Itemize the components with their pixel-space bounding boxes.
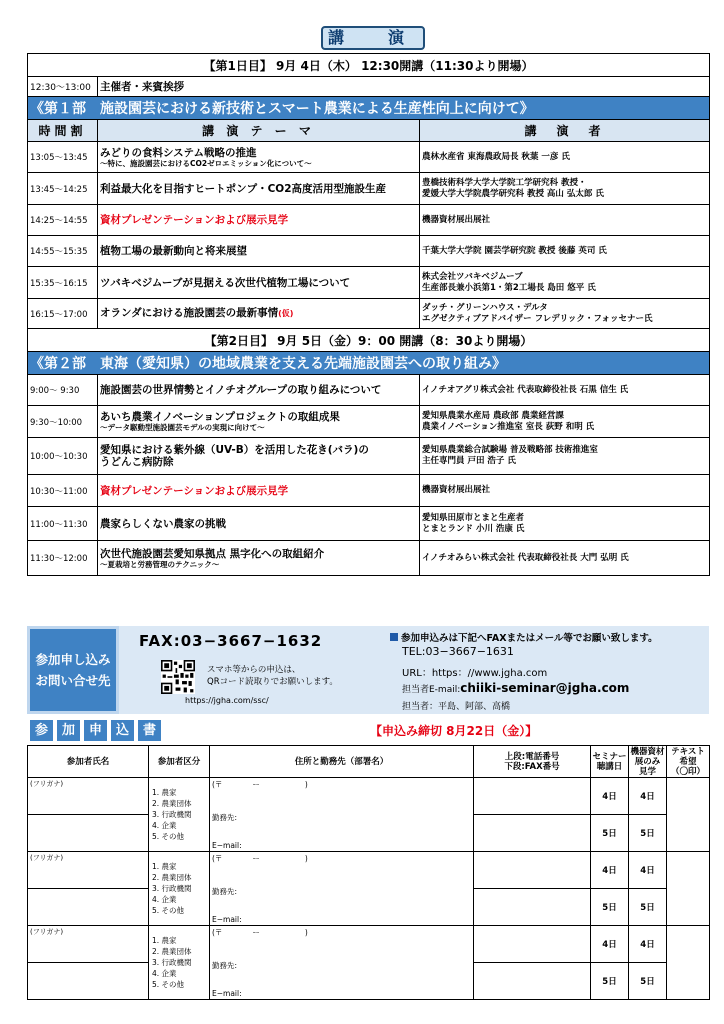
col-exhibit-line2: 展のみ <box>634 756 661 767</box>
session-speaker-line2: 愛媛大学大学院農学研究科 教授 高山 弘太郎 氏 <box>422 188 604 199</box>
address-field[interactable] <box>210 926 474 1000</box>
col-address-header: 住所と勤務先（部署名） <box>210 746 474 778</box>
session-speaker-line2: 主任専門員 戸田 浩子 氏 <box>422 456 516 466</box>
category-option: 3. 行政機関 <box>152 958 192 967</box>
session-speaker: 農林水産省 東海農政局長 秋葉 一彦 氏 <box>420 142 710 173</box>
session-time: 10:30〜11:00 <box>28 475 98 507</box>
category-options[interactable] <box>149 926 210 1000</box>
title-char: 込 <box>111 720 134 741</box>
title-char: 参 <box>30 720 53 741</box>
email-label: 担当者E-mail: <box>402 685 461 695</box>
session-theme: オランダにおける施設園芸の最新事情 <box>100 307 279 319</box>
session-time: 9:30〜10:00 <box>28 406 98 438</box>
category-option: 4. 企業 <box>152 895 177 904</box>
session-speaker: 千葉大学大学院 園芸学研究院 教授 後藤 英司 氏 <box>420 236 710 267</box>
email-line <box>402 681 629 695</box>
day2-header: 【第2日目】 9月 5日（金）9：00 開講（8：30より開場） <box>28 329 710 352</box>
text-request-field[interactable] <box>667 778 710 852</box>
address-field[interactable] <box>210 852 474 926</box>
contact-label-inquiry: お問い合せ先 <box>35 673 111 688</box>
session-theme: 資材プレゼンテーションおよび展示見学 <box>100 214 289 226</box>
session-tentative-tag: (仮) <box>278 309 294 318</box>
col-seminar-header <box>591 746 629 778</box>
session-time: 11:00〜11:30 <box>28 507 98 541</box>
exhibit-day4[interactable]: 4日 <box>629 926 667 963</box>
email-label: E−mail: <box>212 915 242 924</box>
greeting-time: 12:30〜13:00 <box>28 77 98 97</box>
workplace-label: 勤務先: <box>212 887 238 896</box>
col-text-header <box>667 746 710 778</box>
col-exhibit-line3: 見学 <box>638 766 656 777</box>
category-option: 3. 行政機関 <box>152 884 192 893</box>
category-option: 2. 農業団体 <box>152 873 192 882</box>
name-field[interactable] <box>28 889 149 926</box>
smartphone-note-line2: QRコード読取りでお願いします。 <box>207 677 338 687</box>
seminar-day4[interactable]: 4日 <box>591 778 629 815</box>
title-char: 書 <box>138 720 161 741</box>
col-phone-header <box>474 746 591 778</box>
day1-header: 【第1日目】 9月 4日（木） 12:30開講（11:30より開場） <box>28 54 710 77</box>
application-deadline: 【申込み締切 8月22日（金）】 <box>370 724 538 738</box>
email-address-link[interactable]: chiiki-seminar@jgha.com <box>460 681 630 695</box>
title-char: 申 <box>84 720 107 741</box>
session-time: 14:25〜14:55 <box>28 205 98 236</box>
session-theme: 農家らしくない農家の挑戦 <box>100 517 226 530</box>
category-options[interactable] <box>149 778 210 852</box>
session-speaker: ダッチ・グリーンハウス・デルタ <box>422 302 548 313</box>
greeting-text: 主催者・来賓挨拶 <box>98 77 710 97</box>
title-char: 加 <box>57 720 80 741</box>
col-text-line2: （〇印） <box>670 766 705 777</box>
website-url-link[interactable]: URL：https：//www.jgha.com <box>402 668 548 679</box>
session-theme: 愛知県における紫外線（UV-B）を活用した花き(バラ)の <box>100 444 369 456</box>
session-speaker-line2: 農業イノベーション推進室 室長 荻野 和明 氏 <box>422 421 595 432</box>
workplace-label: 勤務先: <box>212 813 238 822</box>
email-label: E−mail: <box>212 989 242 998</box>
session-speaker-line2: とまとランド 小川 浩康 氏 <box>422 523 525 534</box>
session-theme: あいち農業イノベーションプロジェクトの取組成果 <box>100 411 340 423</box>
part1-title: 《第１部 施設園芸における新技術とスマート農業による生産性向上に向けて》 <box>28 97 710 120</box>
phone-field[interactable] <box>474 778 591 815</box>
session-theme: 資材プレゼンテーションおよび展示見学 <box>100 484 289 497</box>
session-speaker: 豊橋技術科学大学大学院工学研究科 教授・ <box>422 177 587 188</box>
furigana-field[interactable]: (フリガナ) <box>28 926 149 963</box>
furigana-field[interactable]: (フリガナ) <box>28 852 149 889</box>
session-theme: 施設園芸の世界情勢とイノチオグループの取り組みについて <box>100 384 382 396</box>
category-option: 1. 農家 <box>152 936 177 945</box>
seminar-day5[interactable]: 5日 <box>591 889 629 926</box>
exhibit-day5[interactable]: 5日 <box>629 815 667 852</box>
application-form-title <box>30 720 161 741</box>
seminar-day5[interactable]: 5日 <box>591 815 629 852</box>
square-bullet-icon <box>390 633 398 641</box>
session-speaker: 愛知県農業水産局 農政部 農業経営課 <box>422 410 564 421</box>
session-subtitle: 〜夏栽培と労務管理のテクニック〜 <box>100 559 220 569</box>
session-theme: ツバキベジムーブが見据える次世代植物工場について <box>100 276 351 289</box>
text-request-field[interactable] <box>667 926 710 1000</box>
category-option: 3. 行政機関 <box>152 810 192 819</box>
session-time: 11:30〜12:00 <box>28 541 98 576</box>
qr-url-link[interactable]: https://jgha.com/ssc/ <box>185 696 269 705</box>
part2-title: 《第２部 東海（愛知県）の地域農業を支える先端施設園芸への取り組み》 <box>28 352 710 375</box>
session-subtitle: 〜特に、施設園芸におけるCO2ゼロエミッション化について〜 <box>100 158 312 168</box>
session-theme: 利益最大化を目指すヒートポンプ・CO2高度活用型施設生産 <box>100 182 387 195</box>
contact-persons: 担当者：平島、阿部、高橋 <box>402 702 511 712</box>
session-speaker: 愛知県農業総合試験場 普及戦略部 技術推進室 <box>422 445 598 455</box>
exhibit-day4[interactable]: 4日 <box>629 852 667 889</box>
session-time: 15:35〜16:15 <box>28 267 98 299</box>
session-theme: 次世代施設園芸愛知県拠点 黒字化への取組紹介 <box>100 547 325 560</box>
name-field[interactable] <box>28 963 149 1000</box>
contact-details <box>119 626 709 714</box>
application-form-table <box>27 745 710 1000</box>
furigana-field[interactable]: (フリガナ) <box>28 778 149 815</box>
session-speaker: 機器資材展出展社 <box>420 475 710 507</box>
fax-field[interactable] <box>474 889 591 926</box>
qr-code-icon[interactable] <box>161 660 195 694</box>
col-text-line1: テキスト希望 <box>671 746 705 767</box>
postal-code-label: (〒 ー ) <box>212 780 308 789</box>
program-table <box>27 53 710 576</box>
col-seminar-line2: 聴講日 <box>596 761 623 772</box>
col-exhibit-line1: 機器資材 <box>630 746 665 757</box>
session-speaker: 機器資材展出展社 <box>420 205 710 236</box>
contact-box <box>27 626 709 714</box>
col-seminar-line1: セミナー <box>592 751 627 762</box>
session-speaker: 株式会社ツバキベジムーブ <box>422 271 523 282</box>
seminar-day4[interactable]: 4日 <box>591 852 629 889</box>
session-theme: 植物工場の最新動向と将来展望 <box>100 245 247 257</box>
category-option: 4. 企業 <box>152 969 177 978</box>
postal-code-label: (〒 ー ) <box>212 854 308 863</box>
session-speaker: イノチオアグリ株式会社 代表取締役社長 石黒 信生 氏 <box>420 375 710 406</box>
session-time: 9:00〜 9:30 <box>28 375 98 406</box>
category-option: 4. 企業 <box>152 821 177 830</box>
category-option: 5. その他 <box>152 832 185 841</box>
address-field[interactable] <box>210 778 474 852</box>
exhibit-day4[interactable]: 4日 <box>629 778 667 815</box>
col-theme-header: 講 演 テ ー マ <box>98 120 420 142</box>
seminar-day5[interactable]: 5日 <box>591 963 629 1000</box>
session-speaker-line2: 生産部長兼小浜第1・第2工場長 島田 悠平 氏 <box>422 282 596 293</box>
col-speaker-header: 講 演 者 <box>420 120 710 142</box>
apply-note-text: 参加申込みは下記へFAXまたはメール等でお願い致します。 <box>401 633 658 644</box>
apply-note <box>390 630 658 644</box>
fax-field[interactable] <box>474 815 591 852</box>
session-time: 14:55〜15:35 <box>28 236 98 267</box>
exhibit-day5[interactable]: 5日 <box>629 889 667 926</box>
category-options[interactable] <box>149 852 210 926</box>
session-theme-line2: うどんこ病防除 <box>100 456 174 468</box>
session-speaker-line2: エグゼクティブアドバイザー フレデリック・フォッセナー氏 <box>422 313 653 324</box>
smartphone-note-line1: スマホ等からの申込は、 <box>207 665 301 675</box>
session-speaker: イノチオみらい株式会社 代表取締役社長 大門 弘明 氏 <box>420 541 710 576</box>
workplace-label: 勤務先: <box>212 961 238 970</box>
postal-code-label: (〒 ー ) <box>212 928 308 937</box>
category-option: 5. その他 <box>152 980 185 989</box>
session-speaker: 愛知県田原市とまと生産者 <box>422 512 525 523</box>
exhibit-day5[interactable]: 5日 <box>629 963 667 1000</box>
seminar-day4[interactable]: 4日 <box>591 926 629 963</box>
email-label: E−mail: <box>212 841 242 850</box>
session-subtitle: 〜データ駆動型施設園芸モデルの実現に向けて〜 <box>100 423 265 432</box>
text-request-field[interactable] <box>667 852 710 926</box>
fax-number: FAX:03−3667−1632 <box>139 632 323 650</box>
col-exhibit-header <box>629 746 667 778</box>
category-option: 1. 農家 <box>152 862 177 871</box>
col-name-header: 参加者氏名 <box>28 746 149 778</box>
category-option: 5. その他 <box>152 906 185 915</box>
col-category-header: 参加者区分 <box>149 746 210 778</box>
col-time-header: 時間割 <box>28 120 98 142</box>
contact-label-box <box>27 626 119 714</box>
name-field[interactable] <box>28 815 149 852</box>
col-phone-line2: 下段:FAX番号 <box>504 761 560 772</box>
category-option: 1. 農家 <box>152 788 177 797</box>
category-option: 2. 農業団体 <box>152 799 192 808</box>
session-time: 13:45〜14:25 <box>28 173 98 205</box>
session-time: 13:05〜13:45 <box>28 142 98 173</box>
fax-field[interactable] <box>474 963 591 1000</box>
session-theme: みどりの食料システム戦略の推進 <box>100 146 257 159</box>
session-time: 16:15〜17:00 <box>28 299 98 329</box>
session-time: 10:00〜10:30 <box>28 438 98 475</box>
category-option: 2. 農業団体 <box>152 947 192 956</box>
phone-field[interactable] <box>474 852 591 889</box>
contact-label-apply: 参加申し込み <box>35 652 111 667</box>
phone-field[interactable] <box>474 926 591 963</box>
tel-number: TEL:03−3667−1631 <box>402 645 514 658</box>
col-phone-line1: 上段:電話番号 <box>504 751 560 762</box>
lecture-section-title: 講 演 <box>321 26 425 50</box>
